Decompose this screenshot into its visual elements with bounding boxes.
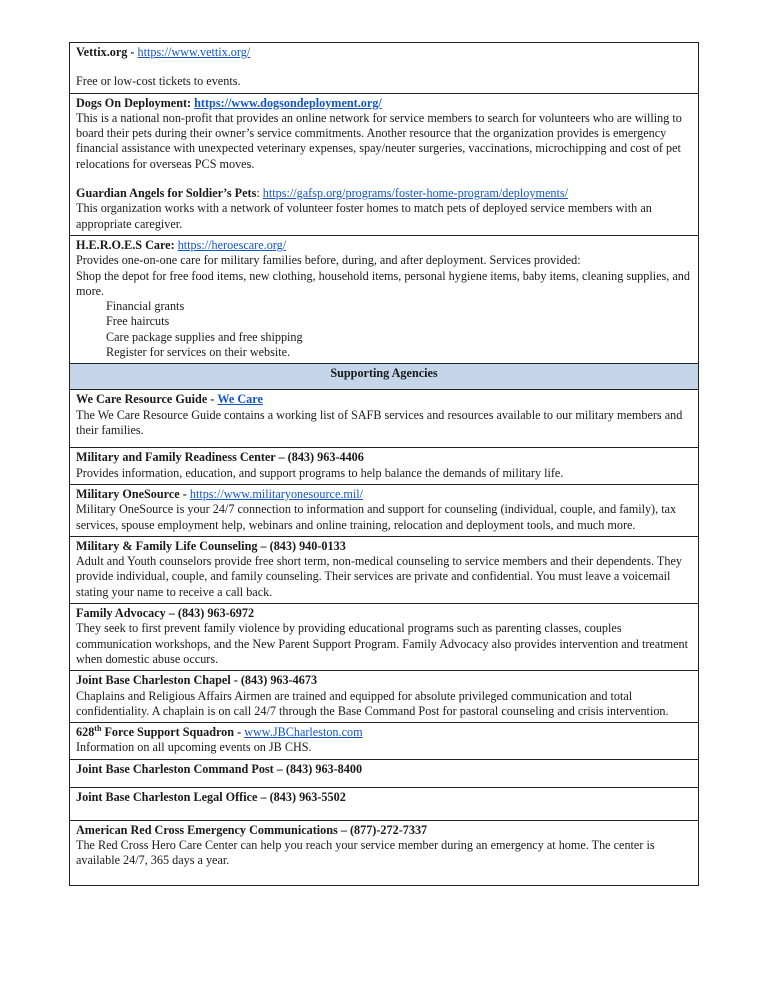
vettix-title: Vettix.org - xyxy=(76,45,135,59)
chapel-title: Joint Base Charleston Chapel - (843) 963-4673 xyxy=(76,673,318,688)
chapel-description: Chaplains and Religious Affairs Airmen are trained and equipped for absolute privileged communication and total confidentiality. A chaplain is on call 24/7 through the Base Command Post for pastoral counseling and crisis intervention. xyxy=(76,688,669,718)
mflc-title: Military & Family Life Counseling – (843) 940-0133 xyxy=(76,538,346,553)
fss-number: 628 xyxy=(76,725,95,740)
dogs-description: This is a national non-profit that provides an online network for service members to search for volunteers who are willing to board their pets during their owner’s service commitments. Another resource that the organization provides is emergency financial assistance with unexpected veterinary expenses, spay/neuter surgeries, vaccinations, microchipping and cost of pet relocations for overseas PCS moves. xyxy=(76,110,682,171)
row-fss xyxy=(70,723,699,760)
redcross-title: American Red Cross Emergency Communications – (877)-272-7337 xyxy=(76,822,428,837)
onesource-description: Military OneSource is your 24/7 connection to information and support for counseling (individual, couple, and family), tax services, spouse employment help, webinars and online training, relocation and deployment tools, and much more. xyxy=(76,502,677,532)
advocacy-title: Family Advocacy – (843) 963-6972 xyxy=(76,606,255,621)
fss-link[interactable]: www.JBCharleston.com xyxy=(244,725,363,740)
mflc-description: Adult and Youth counselors provide free short term, non-medical counseling to service members and their dependents. They provide individual, couple, and family counseling. Their services are private and confidential. You must leave a voicemail stating your name to receive a call back. xyxy=(76,554,682,599)
heroes-item: Register for services on their website. xyxy=(106,345,291,360)
fss-description: Information on all upcoming events on JB CHS. xyxy=(76,740,312,755)
heroes-description-2: Shop the depot for free food items, new clothing, household items, personal hygiene items, baby items, cleaning supplies, and more. xyxy=(76,268,690,298)
vettix-description: Free or low-cost tickets to events. xyxy=(76,74,241,89)
row-legal xyxy=(70,787,699,820)
row-onesource xyxy=(70,484,699,536)
row-command-post xyxy=(70,759,699,787)
angels-description: This organization works with a network of volunteer foster homes to match pets of deployed service members with an appropriate caregiver. xyxy=(76,201,652,231)
row-vettix xyxy=(70,43,699,94)
dogs-title: Dogs On Deployment: xyxy=(76,95,192,110)
angels-title: Guardian Angels for Soldier’s Pets xyxy=(76,186,257,201)
heroes-title: H.E.R.O.E.S Care: xyxy=(76,237,175,252)
advocacy-description: They seek to first prevent family violence by providing educational programs such as parenting classes, couples communication workshops, and the New Parent Support Program. Family Advocacy also provides intervention and treatment when domestic abuse occurs. xyxy=(76,621,688,666)
row-redcross xyxy=(70,820,699,885)
row-heroes xyxy=(70,235,699,363)
readiness-description: Provides information, education, and support programs to help balance the demands of military life. xyxy=(76,465,564,480)
heroes-item: Free haircuts xyxy=(106,314,170,329)
angels-colon: : xyxy=(256,186,260,201)
wecare-link[interactable]: We Care xyxy=(217,392,263,407)
wecare-title: We Care Resource Guide - xyxy=(76,392,215,407)
resource-table xyxy=(69,42,699,886)
row-section-header xyxy=(70,364,699,390)
onesource-link[interactable]: https://www.militaryonesource.mil/ xyxy=(189,486,364,501)
angels-link[interactable]: https://gafsp.org/programs/foster-home-program/deployments/ xyxy=(262,186,568,201)
heroes-item: Care package supplies and free shipping xyxy=(106,329,303,344)
fss-number-suffix: th xyxy=(94,724,102,734)
row-chapel xyxy=(70,671,699,723)
readiness-title: Military and Family Readiness Center – (843) 963-4406 xyxy=(76,450,364,465)
row-mflc xyxy=(70,536,699,603)
onesource-title: Military OneSource - xyxy=(76,486,187,501)
command-post-title: Joint Base Charleston Command Post – (843) 963-8400 xyxy=(76,761,363,776)
row-wecare xyxy=(70,390,699,448)
dogs-link[interactable]: https://www.dogsondeployment.org/ xyxy=(194,95,382,110)
redcross-description: The Red Cross Hero Care Center can help you reach your service member during an emergency at home. The center is available 24/7, 365 days a year. xyxy=(76,837,655,868)
section-header: Supporting Agencies xyxy=(70,364,699,390)
heroes-description-1: Provides one-on-one care for military families before, during, and after deployment. Services provided: xyxy=(76,253,581,268)
heroes-link[interactable]: https://heroescare.org/ xyxy=(177,237,287,252)
wecare-description: The We Care Resource Guide contains a working list of SAFB services and resources available to our military members and their families. xyxy=(76,407,683,437)
heroes-item: Financial grants xyxy=(106,299,185,314)
legal-title: Joint Base Charleston Legal Office – (843) 963-5502 xyxy=(76,789,346,804)
vettix-link[interactable]: https://www.vettix.org/ xyxy=(137,45,251,59)
fss-title: Force Support Squadron - xyxy=(101,725,242,740)
row-advocacy xyxy=(70,604,699,671)
row-pets xyxy=(70,93,699,235)
row-readiness xyxy=(70,448,699,485)
